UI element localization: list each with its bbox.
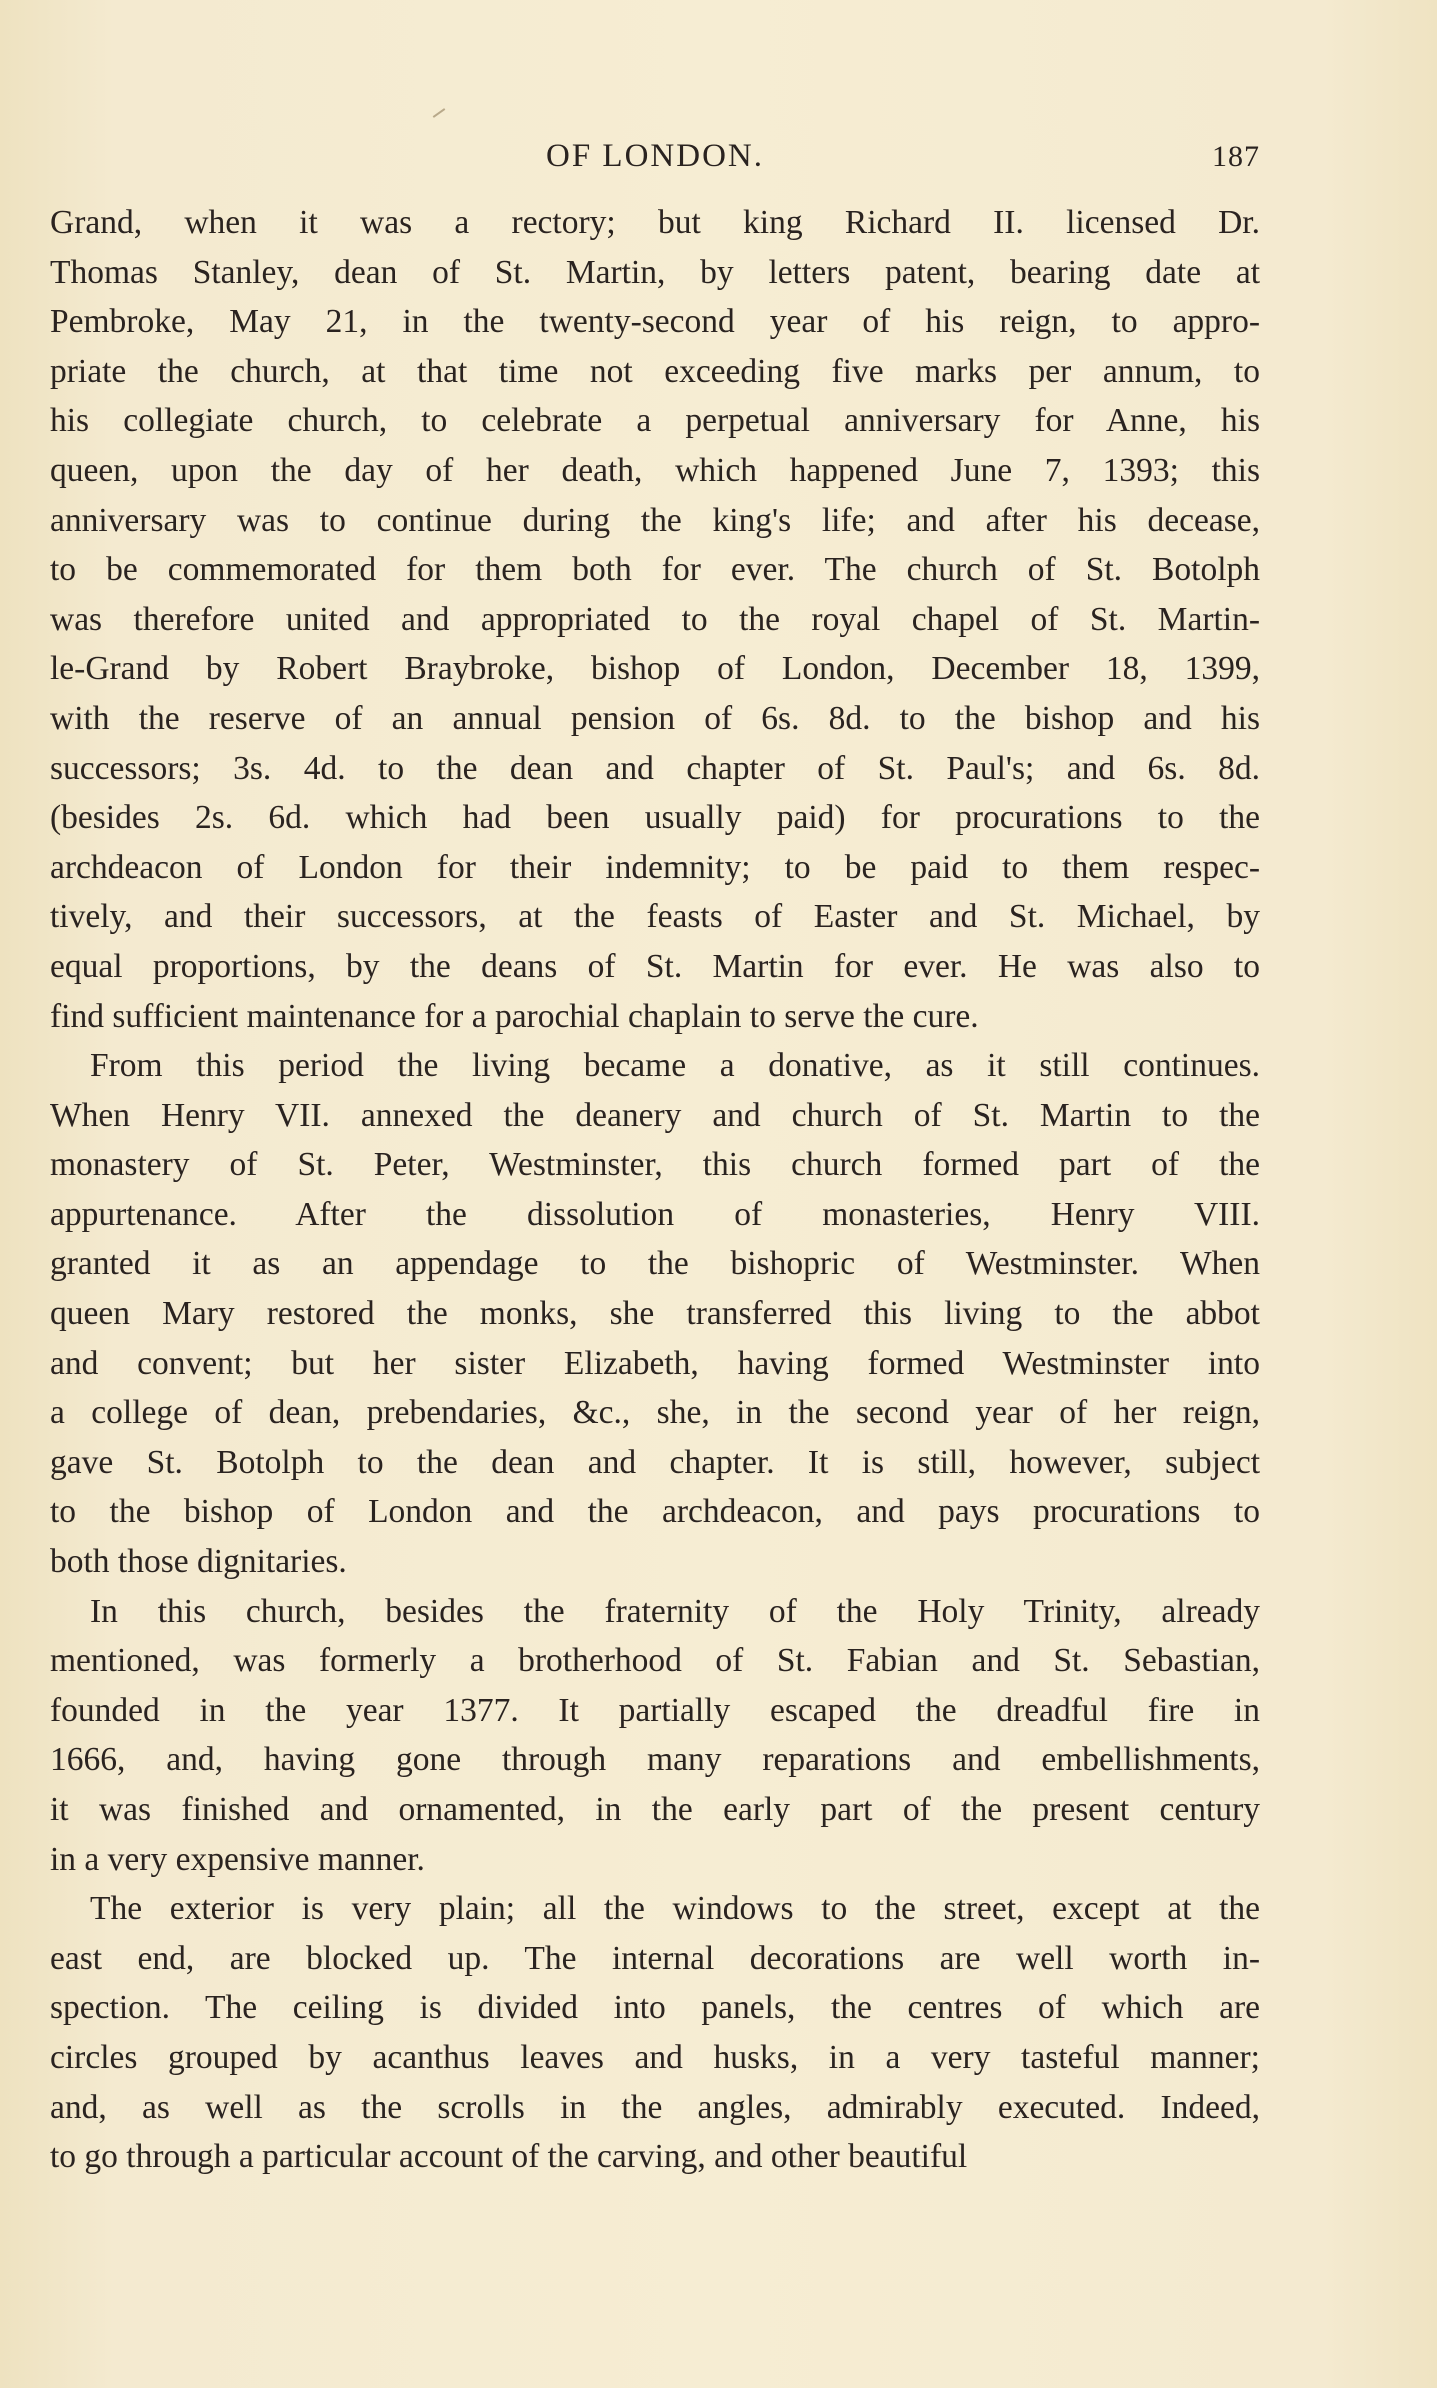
text-line: tively, and their successors, at the feasts of Easter and St. Michael, by [50, 898, 1260, 936]
text-line: find sufficient maintenance for a parochial chaplain to serve the cure. [50, 997, 979, 1035]
text-line: priate the church, at that time not exceeding five marks per annum, to [50, 352, 1260, 390]
text-line: Grand, when it was a rectory; but king Richard II. licensed Dr. [50, 204, 1260, 241]
text-line: was therefore united and appropriated to the royal chapel of St. Martin- [50, 600, 1260, 638]
text-line: it was finished and ornamented, in the early part of the present century [50, 1791, 1260, 1828]
text-line: queen Mary restored the monks, she transferred this living to the abbot [50, 1295, 1260, 1333]
text-line: granted it as an appendage to the bishopric of Westminster. When [50, 1245, 1260, 1283]
text-line: founded in the year 1377. It partially escaped the dreadful fire in [50, 1691, 1260, 1729]
text-line: successors; 3s. 4d. to the dean and chapter of St. Paul's; and 6s. 8d. [50, 749, 1260, 787]
text-line: Thomas Stanley, dean of St. Martin, by letters patent, bearing date at [50, 253, 1260, 291]
text-line: to go through a particular account of the carving, and other beautiful [50, 2138, 968, 2176]
text-line: When Henry VII. annexed the deanery and church of St. Martin to the [50, 1096, 1260, 1134]
text-line: both those dignitaries. [50, 1543, 347, 1581]
paragraph [50, 1587, 1260, 1885]
text-line: to the bishop of London and the archdeacon, and pays procurations to [50, 1493, 1260, 1531]
paragraph [50, 198, 1260, 1041]
text-line: le-Grand by Robert Braybroke, bishop of London, December 18, 1399, [50, 650, 1260, 688]
text-line: archdeacon of London for their indemnity; to be paid to them respec- [50, 848, 1260, 886]
text-line: From this period the living became a donative, as it still continues. [90, 1047, 1260, 1085]
text-line: monastery of St. Peter, Westminster, this church formed part of the [50, 1146, 1260, 1184]
page-number: 187 [1212, 140, 1260, 173]
text-line: in a very expensive manner. [50, 1840, 425, 1878]
page-header [50, 138, 1260, 184]
paragraph [50, 1884, 1260, 2182]
text-line: The exterior is very plain; all the windows to the street, except at the [90, 1890, 1260, 1928]
text-line: east end, are blocked up. The internal decorations are well worth in- [50, 1939, 1260, 1977]
text-line: anniversary was to continue during the king's life; and after his decease, [50, 501, 1260, 539]
text-line: (besides 2s. 6d. which had been usually paid) for procurations to the [50, 799, 1260, 837]
text-line: and, as well as the scrolls in the angles, admirably executed. Indeed, [50, 2088, 1260, 2126]
text-line: spection. The ceiling is divided into panels, the centres of which are [50, 1989, 1260, 2027]
text-line: In this church, besides the fraternity of the Holy Trinity, already [90, 1592, 1260, 1630]
text-line: 1666, and, having gone through many reparations and embellishments, [50, 1741, 1260, 1779]
text-line: with the reserve of an annual pension of 6s. 8d. to the bishop and his [50, 699, 1260, 737]
text-line: mentioned, was formerly a brotherhood of St. Fabian and St. Sebastian, [50, 1642, 1260, 1680]
text-line: and convent; but her sister Elizabeth, having formed Westminster into [50, 1344, 1260, 1382]
text-line: to be commemorated for them both for ever. The church of St. Botolph [50, 551, 1260, 589]
text-line: appurtenance. After the dissolution of monasteries, Henry VIII. [50, 1195, 1260, 1233]
text-line: queen, upon the day of her death, which happened June 7, 1393; this [50, 451, 1260, 489]
text-line: circles grouped by acanthus leaves and husks, in a very tasteful manner; [50, 2038, 1260, 2076]
text-line: equal proportions, by the deans of St. Martin for ever. He was also to [50, 947, 1260, 985]
page-blemish [433, 108, 446, 118]
running-head: OF LONDON. [546, 138, 764, 174]
text-line: Pembroke, May 21, in the twenty-second year of his reign, to appro- [50, 303, 1260, 341]
body-text [50, 198, 1260, 2182]
paragraph [50, 1041, 1260, 1587]
text-line: gave St. Botolph to the dean and chapter. It is still, however, subject [50, 1443, 1260, 1481]
text-line: a college of dean, prebendaries, &c., she, in the second year of her reign, [50, 1394, 1260, 1432]
text-line: his collegiate church, to celebrate a perpetual anniversary for Anne, his [50, 402, 1260, 440]
